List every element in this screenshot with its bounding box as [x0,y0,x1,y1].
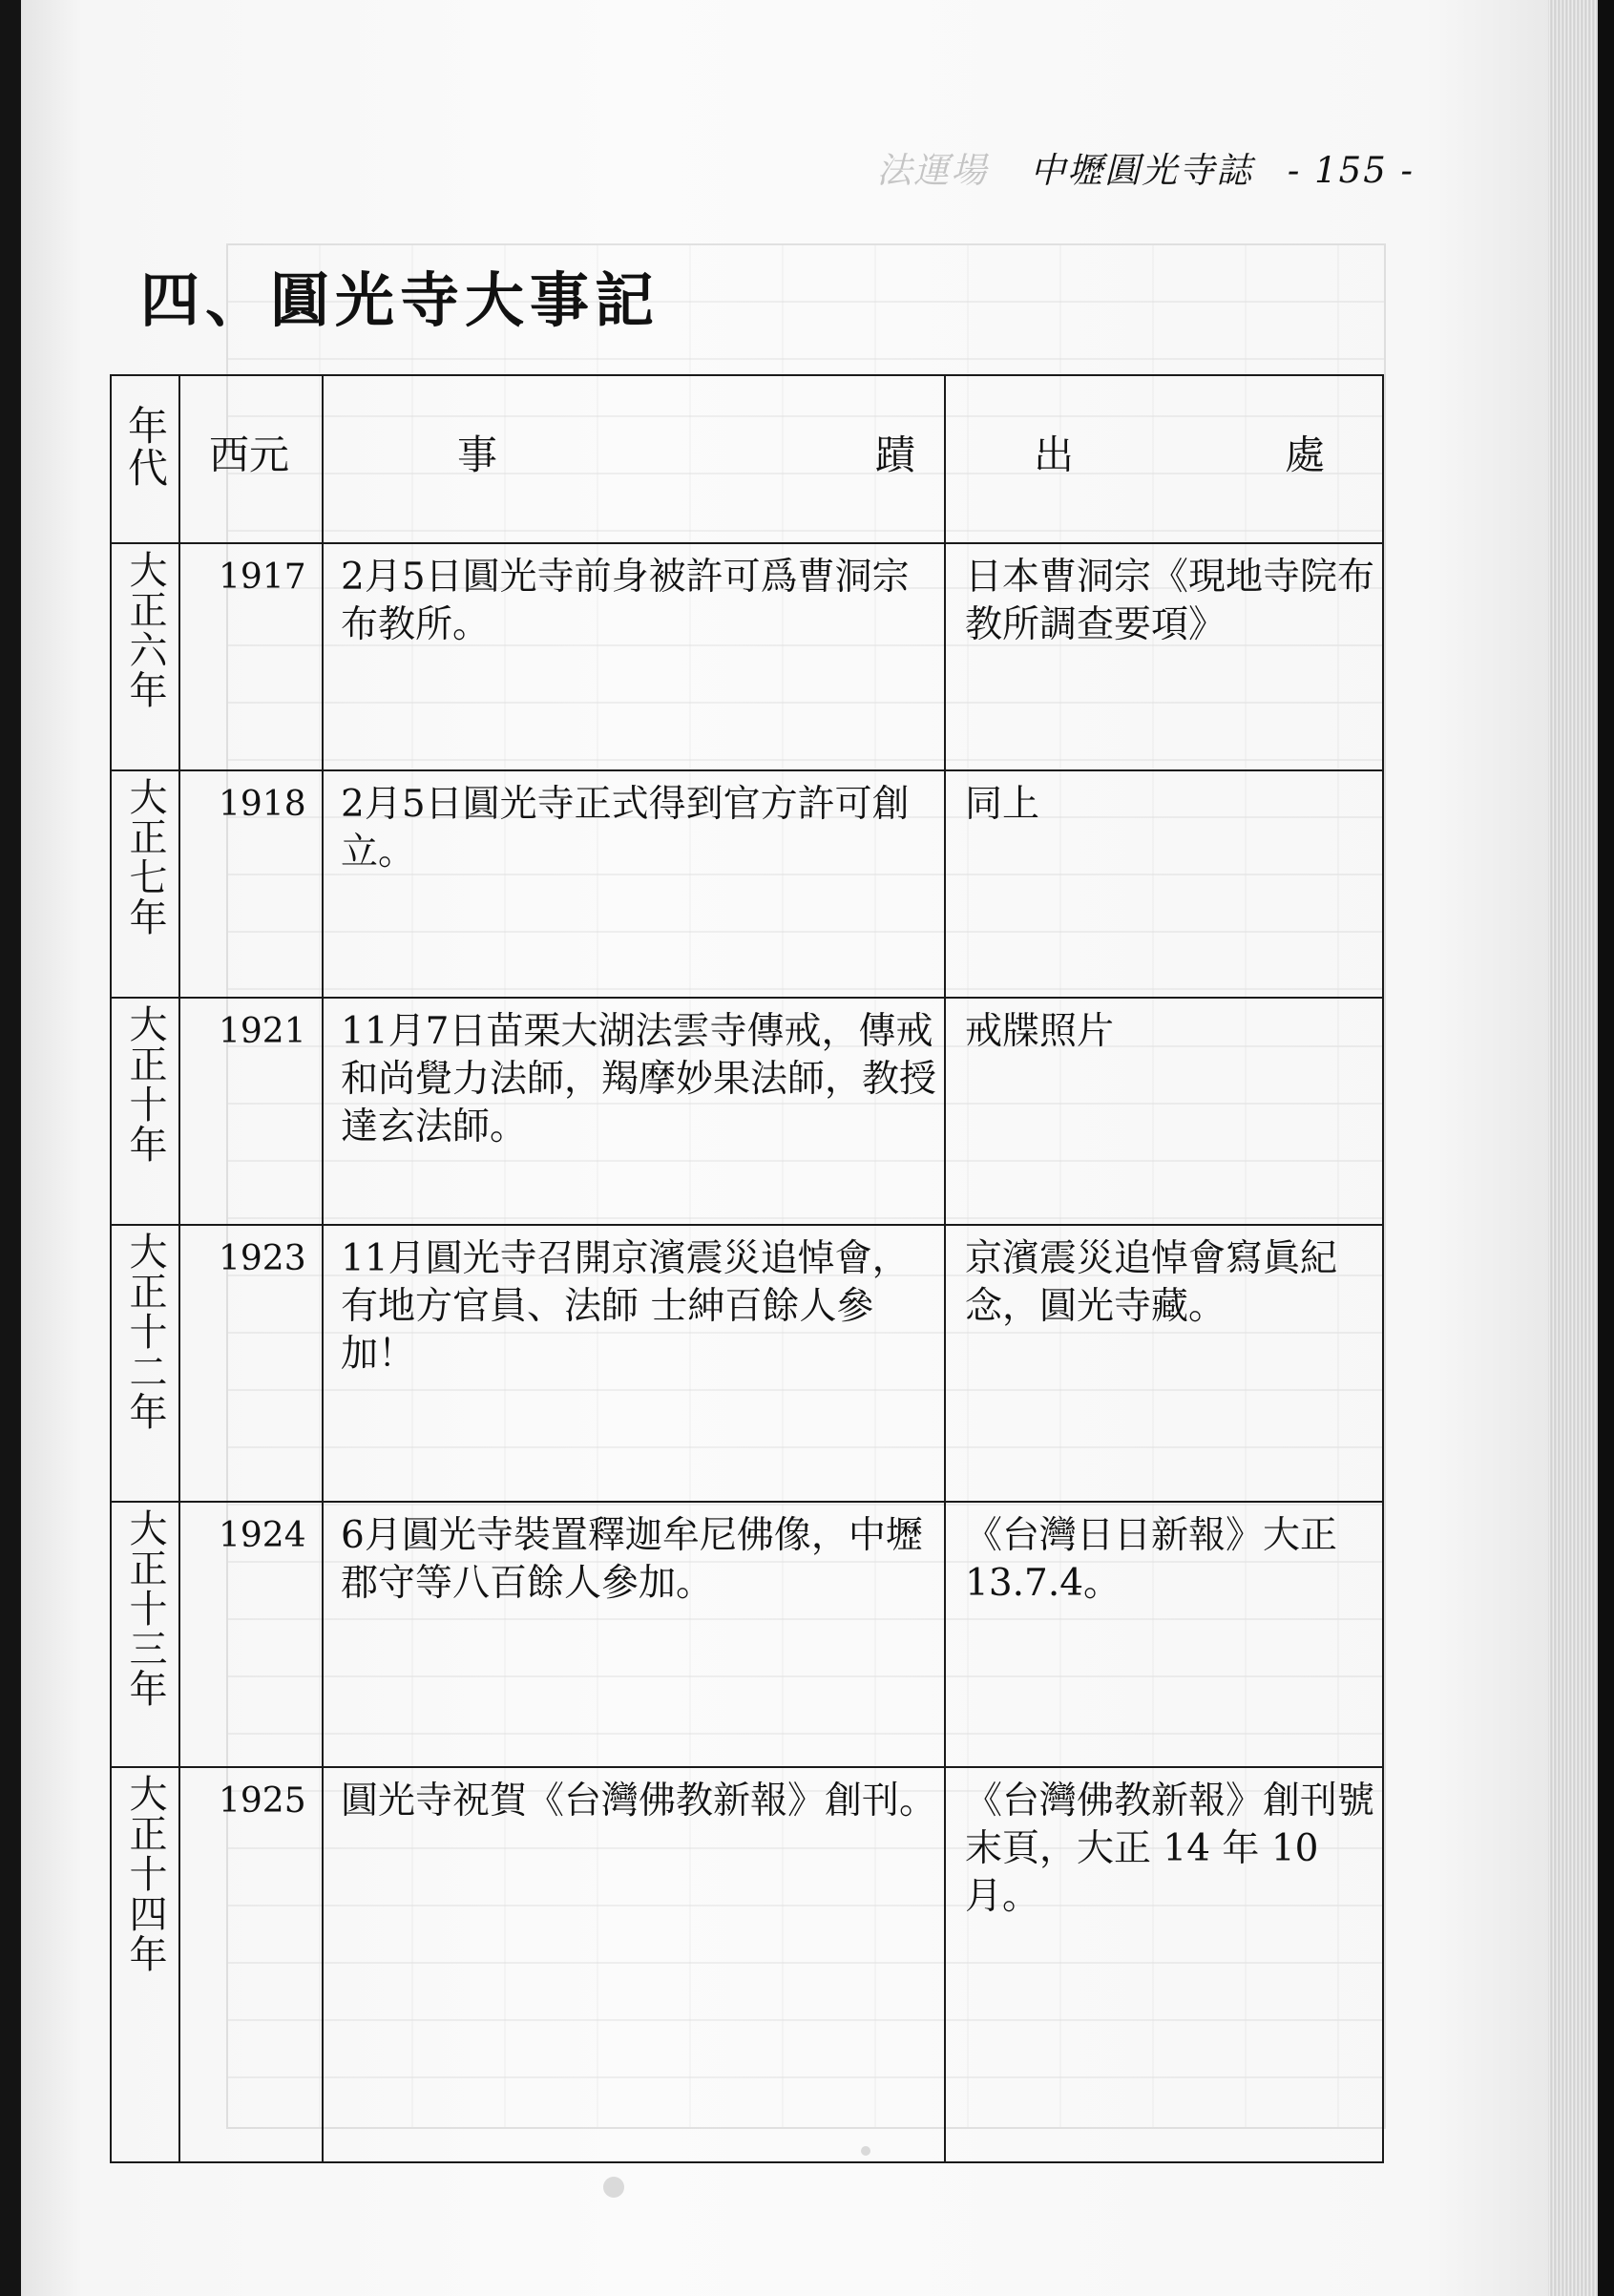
table-row [111,998,1383,1225]
event-cell: 11月圓光寺召開京濱震災追悼會，有地方官員、法師 士紳百餘人參加！ [323,1225,945,1502]
table-row [111,543,1383,770]
event-cell: 2月5日圓光寺前身被許可爲曹洞宗布教所。 [323,543,945,770]
source-cell: 戒牒照片 [945,998,1383,1225]
scan-border [1598,0,1614,2296]
year-cell: 1917 [179,543,323,770]
running-header [804,141,1415,193]
table-row [111,1502,1383,1767]
events-table [110,374,1384,2163]
year-cell: 1924 [179,1502,323,1767]
column-header-era: 年代 [111,375,179,543]
column-header-event [323,375,945,543]
era-cell: 大正十四年 [111,1767,179,2162]
bleed-through-header: 法運場 [876,150,989,191]
event-cell: 11月7日苗栗大湖法雲寺傳戒，傳戒和尚覺力法師，羯摩妙果法師，教授達玄法師。 [323,998,945,1225]
era-cell: 大正十二年 [111,1225,179,1502]
event-cell: 6月圓光寺裝置釋迦牟尼佛像，中壢郡守等八百餘人參加。 [323,1502,945,1767]
book-title: 中壢圓光寺誌 [1030,150,1254,191]
era-cell: 大正十年 [111,998,179,1225]
ink-spot [603,2177,624,2198]
event-cell: 2月5日圓光寺正式得到官方許可創立。 [323,770,945,998]
header-char: 出 [1034,432,1075,478]
page-number: - 155 - [1287,150,1415,191]
column-header-year: 西元 [179,375,323,543]
era-cell: 大正六年 [111,543,179,770]
era-cell: 大正七年 [111,770,179,998]
section-title: 四、圓光寺大事記 [140,265,660,335]
header-char: 蹟 [874,432,915,478]
table-header-row [111,375,1383,543]
event-cell: 圓光寺祝賀《台灣佛教新報》創刊。 [323,1767,945,2162]
header-char: 事 [457,432,498,478]
table-row [111,1225,1383,1502]
page-edges [1548,0,1598,2296]
source-cell: 《台灣佛教新報》創刊號末頁，大正 14 年 10 月。 [945,1767,1383,2162]
table-row [111,1767,1383,2162]
year-cell: 1923 [179,1225,323,1502]
column-header-source [945,375,1383,543]
table-row [111,770,1383,998]
era-cell: 大正十三年 [111,1502,179,1767]
source-cell: 京濱震災追悼會寫眞紀念，圓光寺藏。 [945,1225,1383,1502]
year-cell: 1918 [179,770,323,998]
source-cell: 《台灣日日新報》大正 13.7.4。 [945,1502,1383,1767]
source-cell: 日本曹洞宗《現地寺院布教所調查要項》 [945,543,1383,770]
source-cell: 同上 [945,770,1383,998]
year-cell: 1921 [179,998,323,1225]
header-char: 處 [1284,432,1325,478]
year-cell: 1925 [179,1767,323,2162]
